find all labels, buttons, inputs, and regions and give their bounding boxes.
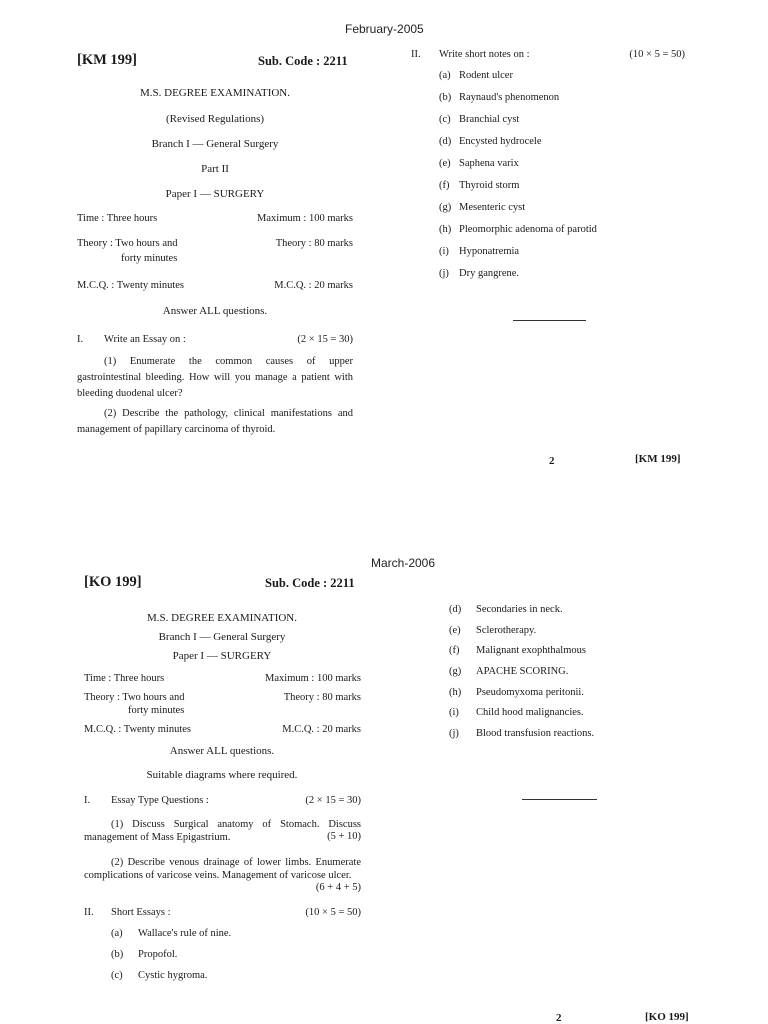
theory-duration-cont: forty minutes (128, 705, 185, 716)
list-item (439, 202, 597, 224)
q2-number: II. (411, 49, 421, 60)
item-label: (h) (439, 224, 452, 235)
item-label: (g) (439, 202, 452, 213)
q1-title: Essay Type Questions : (111, 795, 209, 806)
end-rule (522, 799, 597, 800)
q1-item-1: (1) Discuss Surgical anatomy of Stomach. Discuss management of Mass Epigastrium. (84, 819, 361, 843)
item-text: Saphena varix (459, 158, 519, 169)
q2-marks: (10 × 5 = 50) (629, 49, 685, 60)
q2-list (439, 70, 597, 290)
answer-all: Answer ALL questions. (169, 745, 275, 757)
item-label: (d) (439, 136, 452, 147)
mcq-marks: M.C.Q. : 20 marks (282, 724, 361, 735)
branch: Branch I — General Surgery (158, 631, 286, 643)
item-text: Raynaud's phenomenon (459, 92, 560, 103)
subject-code: Sub. Code : 2211 (258, 54, 348, 68)
list-item (111, 928, 231, 949)
item-label: (b) (439, 92, 452, 103)
item-label: (f) (439, 180, 450, 191)
diagrams-note: Suitable diagrams where required. (146, 769, 298, 781)
paper-code: [KO 199] (84, 574, 142, 590)
list-item (111, 970, 231, 991)
mcq-marks: M.C.Q. : 20 marks (274, 280, 353, 291)
answer-all: Answer ALL questions. (162, 305, 268, 317)
maximum-marks: Maximum : 100 marks (265, 673, 361, 684)
q1-number: I. (84, 795, 91, 806)
list-item (439, 70, 597, 92)
item-text: Malignant exophthalmous (476, 645, 586, 657)
item-text: Cystic hygroma. (138, 970, 208, 981)
q1-item-1-marks: (5 + 10) (327, 831, 361, 842)
item-text: Propofol. (138, 949, 178, 960)
time-label: Time : Three hours (77, 213, 158, 224)
item-text: APACHE SCORING. (476, 666, 569, 678)
q2-list-left (111, 928, 231, 991)
list-item (449, 728, 594, 749)
list-item (449, 666, 594, 687)
theory-marks: Theory : 80 marks (275, 238, 353, 249)
item-text: Blood transfusion reactions. (476, 728, 595, 740)
list-item (449, 687, 594, 708)
item-text: Secondaries in neck. (476, 604, 563, 615)
list-item (439, 158, 597, 180)
page-number: 2 (549, 455, 555, 467)
list-item (439, 92, 597, 114)
footer-code: [KM 199] (635, 453, 681, 465)
item-label: (j) (449, 728, 459, 740)
paper-title: Paper I — SURGERY (172, 650, 272, 662)
q1-item-1: (1) Enumerate the common causes of upper gastrointestinal bleeding. How will you manage a patient with bleeding duodenal ulcer? (77, 356, 353, 399)
paper-title: Paper I — SURGERY (165, 188, 265, 200)
theory-duration: Theory : Two hours and (84, 692, 185, 703)
time-label: Time : Three hours (84, 673, 165, 684)
item-text: Mesenteric cyst (459, 202, 526, 213)
footer-code: [KO 199] (645, 1011, 689, 1023)
branch: Branch I — General Surgery (151, 138, 279, 150)
exam-title: M.S. DEGREE EXAMINATION. (139, 87, 291, 99)
date-header-mar-2006: March-2006 (371, 556, 436, 570)
item-label: (c) (439, 114, 451, 125)
q1-marks: (2 × 15 = 30) (297, 334, 353, 345)
item-text: Wallace's rule of nine. (138, 928, 232, 939)
item-label: (f) (449, 645, 460, 657)
item-text: Sclerotherapy. (476, 624, 537, 636)
list-item (439, 224, 597, 246)
item-text: Child hood malignancies. (476, 707, 584, 719)
item-text: Thyroid storm (459, 180, 520, 191)
item-text: Rodent ulcer (459, 70, 513, 81)
page-number: 2 (556, 1012, 562, 1024)
q1-marks: (2 × 15 = 30) (305, 795, 361, 806)
q1-item-2: (2) Describe the pathology, clinical manifestations and management of papillary carcinoma of thyroid. (77, 408, 353, 435)
item-label: (c) (111, 970, 123, 981)
q2-marks: (10 × 5 = 50) (305, 907, 361, 918)
part: Part II (201, 163, 229, 175)
q2-list-right (449, 604, 594, 749)
list-item (439, 246, 597, 268)
list-item (439, 268, 597, 290)
item-label: (j) (439, 268, 449, 279)
subject-code: Sub. Code : 2211 (265, 576, 355, 590)
item-label: (e) (449, 624, 461, 636)
list-item (439, 114, 597, 136)
item-label: (b) (111, 949, 124, 960)
item-label: (g) (449, 666, 462, 678)
item-label: (i) (439, 246, 449, 257)
end-rule (513, 320, 586, 321)
theory-duration: Theory : Two hours and (77, 238, 178, 249)
mcq-duration: M.C.Q. : Twenty minutes (77, 280, 184, 291)
paper-code: [KM 199] (77, 52, 137, 68)
maximum-marks: Maximum : 100 marks (257, 213, 353, 224)
list-item (439, 136, 597, 158)
list-item (449, 645, 594, 666)
item-label: (h) (449, 686, 462, 698)
item-label: (i) (449, 707, 459, 719)
item-text: Pleomorphic adenoma of parotid (459, 224, 597, 235)
mcq-duration: M.C.Q. : Twenty minutes (84, 724, 191, 735)
list-item (439, 180, 597, 202)
date-header-feb-2005: February-2005 (345, 22, 424, 36)
q1-item-2: (2) Describe venous drainage of lower limbs. Enumerate complications of varicose veins. Management of varicose ulcer. (84, 857, 361, 881)
q1-item-2-marks: (6 + 4 + 5) (315, 882, 361, 893)
item-text: Encysted hydrocele (459, 136, 542, 147)
regulations: (Revised Regulations) (165, 113, 265, 125)
list-item (449, 604, 594, 625)
q2-title: Short Essays : (111, 907, 171, 918)
exam-title: M.S. DEGREE EXAMINATION. (146, 612, 298, 624)
item-text: Branchial cyst (459, 114, 520, 125)
q1-number: I. (77, 334, 84, 345)
q2-title: Write short notes on : (439, 49, 530, 60)
list-item (449, 707, 594, 728)
theory-marks: Theory : 80 marks (283, 692, 361, 703)
item-label: (e) (439, 158, 451, 169)
item-label: (d) (449, 604, 462, 615)
item-label: (a) (111, 928, 123, 939)
item-label: (a) (439, 70, 451, 81)
list-item (449, 625, 594, 646)
theory-duration-cont: forty minutes (121, 253, 178, 264)
q1-title: Write an Essay on : (104, 334, 186, 345)
q2-number: II. (84, 907, 94, 918)
item-text: Dry gangrene. (459, 268, 520, 279)
item-text: Pseudomyxoma peritonii. (476, 686, 584, 698)
item-text: Hyponatremia (459, 246, 520, 257)
list-item (111, 949, 231, 970)
